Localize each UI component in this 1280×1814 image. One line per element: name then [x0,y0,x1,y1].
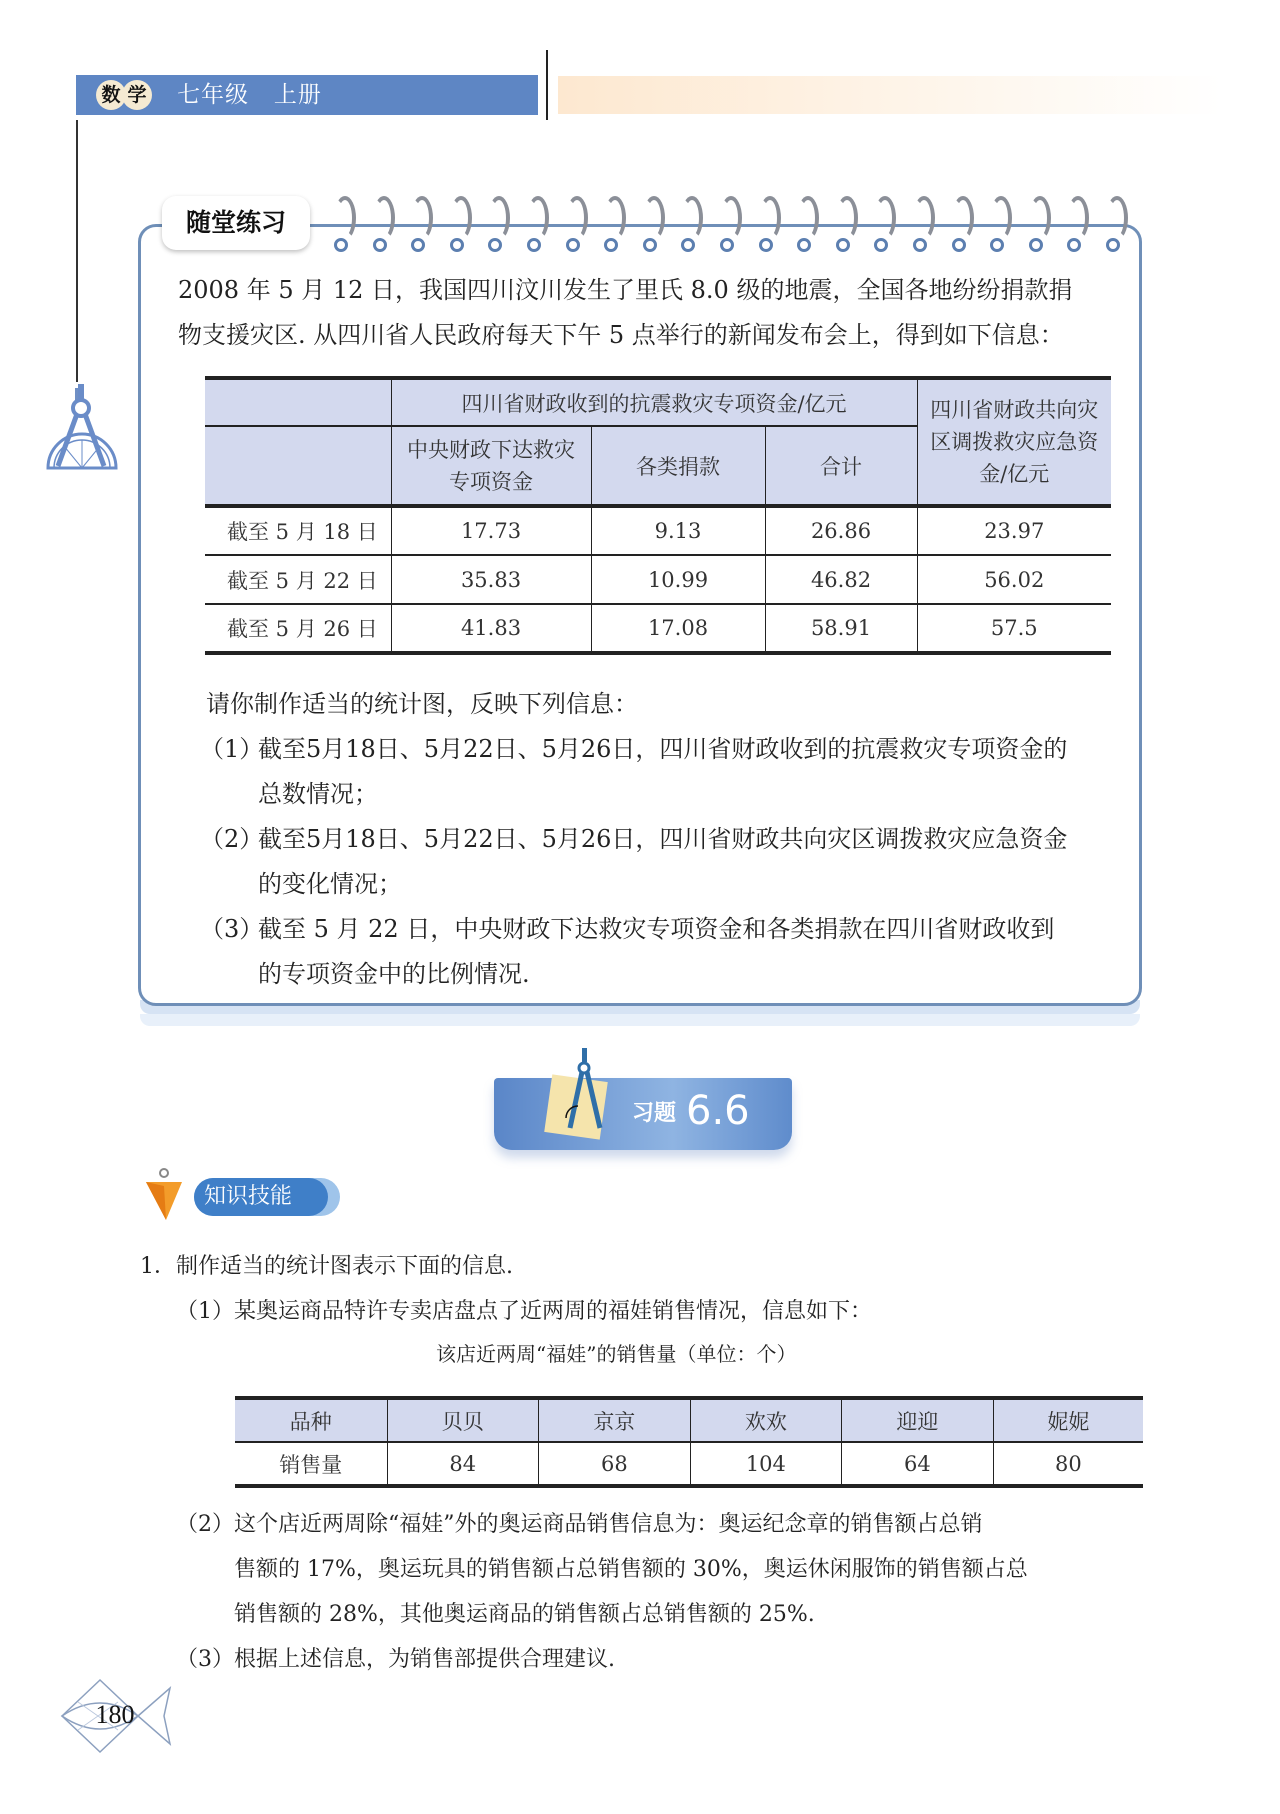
table-caption: 该店近两周“福娃”的销售量（单位：个） [436,1342,797,1366]
grade-label: 七年级 上册 [177,82,322,108]
cell-total: 46.82 [765,555,917,604]
total-header: 合计 [765,426,917,506]
subject-logo [96,80,148,110]
question-part-2: （2）这个店近两周除“福娃”外的奥运商品销售信息为：奥运纪念章的销售额占总销 [176,1512,983,1537]
cell-sales: 68 [539,1442,691,1486]
item-line: 总数情况； [258,780,378,808]
compass-protractor-icon [44,380,122,476]
cell-total: 26.86 [765,506,917,555]
header-line: 金/亿元 [979,462,1050,486]
subject-char: 数 [96,80,126,110]
header-variety: 品种 [235,1398,387,1442]
allocated-header [917,378,1111,506]
exercise-label: 习题 [632,1101,677,1126]
spiral-ring-icon [1025,194,1053,256]
cell-donations: 10.99 [591,555,765,604]
question-part-3: （3）根据上述信息，为销售部提供合理建议. [176,1647,615,1672]
spiral-ring-icon [1063,194,1091,256]
question-part-2: 售额的 17%，奥运玩具的销售额占总销售额的 30%，奥运休闲服饰的销售额占总 [234,1557,1028,1582]
cell-allocated: 56.02 [917,555,1111,604]
spiral-ring-icon [562,194,590,256]
row-label: 截至 5 月 18 日 [205,506,391,555]
cell-sales: 84 [387,1442,539,1486]
spiral-ring-icon [716,194,744,256]
margin-rule [76,120,78,382]
notebook-spiral [330,194,1130,256]
spiral-ring-icon [870,194,898,256]
cell-central: 17.73 [391,506,591,555]
spiral-ring-icon [832,194,860,256]
cell-donations: 17.08 [591,604,765,653]
spiral-ring-icon [1102,194,1130,256]
intro-line: 2008 年 5 月 12 日，我国四川汶川发生了里氏 8.0 级的地震，全国各地纷纷捐款捐 [178,276,1073,304]
spiral-ring-icon [639,194,667,256]
item-number: （3） [200,915,264,943]
exercise-number: 6.6 [686,1088,750,1134]
header-line: 专项资金 [449,469,533,494]
practice-tab-label: 随堂练习 [162,196,310,250]
card-shadow [140,1014,1140,1026]
header-divider [546,50,548,120]
spiral-ring-icon [600,194,628,256]
cell-donations: 9.13 [591,506,765,555]
header-line: 四川省财政共向灾 [930,398,1099,422]
cell-central: 41.83 [391,604,591,653]
spiral-ring-icon [369,194,397,256]
spiral-ring-icon [446,194,474,256]
prompt-text: 请你制作适当的统计图，反映下列信息： [206,690,638,718]
spiral-ring-icon [909,194,937,256]
cell-central: 35.83 [391,555,591,604]
header-item: 欢欢 [690,1398,842,1442]
cell-allocated: 57.5 [917,604,1111,653]
drawing-compass-icon [560,1048,608,1138]
header-item: 京京 [539,1398,691,1442]
row-label: 截至 5 月 26 日 [205,604,391,653]
question-part-1: （1）某奥运商品特许专卖店盘点了近两周的福娃销售情况，信息如下： [176,1299,872,1324]
item-line: 截至 5 月 22 日，中央财政下达救灾专项资金和各类捐款在四川省财政收到 [258,915,1055,943]
cell-total: 58.91 [765,604,917,653]
question-part-2: 销售额的 28%，其他奥运商品的销售额占总销售额的 25%. [234,1602,815,1627]
header-decor-band [558,76,1222,114]
donations-header: 各类捐款 [591,426,765,506]
knowledge-skills-label: 知识技能 [194,1178,328,1216]
header-line: 中央财政下达救灾 [407,437,575,462]
label-sales: 销售量 [235,1442,387,1486]
subject-char: 学 [122,80,152,110]
spiral-ring-icon [330,194,358,256]
item-line: 的变化情况； [258,870,402,898]
question-title: 1．制作适当的统计图表示下面的信息. [140,1254,513,1279]
pendulum-icon [144,1168,184,1222]
spiral-ring-icon [523,194,551,256]
relief-funds-table [205,376,1111,655]
empty-header-cell [205,426,391,506]
item-line: 的专项资金中的比例情况. [258,960,530,988]
spiral-ring-icon [677,194,705,256]
header-item: 迎迎 [842,1398,994,1442]
spiral-ring-icon [755,194,783,256]
item-line: 截至5月18日、5月22日、5月26日，四川省财政共向灾区调拨救灾应急资金 [258,825,1068,853]
item-number: （1） [200,735,264,763]
cell-allocated: 23.97 [917,506,1111,555]
group-header: 四川省财政收到的抗震救灾专项资金/亿元 [391,378,917,426]
header-line: 区调拨救灾应急资 [930,430,1099,454]
item-number: （2） [200,825,264,853]
cell-sales: 104 [690,1442,842,1486]
central-funds-header [391,426,591,506]
cell-sales: 64 [842,1442,994,1486]
spiral-ring-icon [407,194,435,256]
spiral-ring-icon [986,194,1014,256]
spiral-ring-icon [793,194,821,256]
intro-line: 物支援灾区. 从四川省人民政府每天下午 5 点举行的新闻发布会上，得到如下信息： [178,321,1064,349]
spiral-ring-icon [484,194,512,256]
empty-header-cell [205,378,391,426]
header-item: 贝贝 [387,1398,539,1442]
fuwa-sales-table [235,1396,1143,1488]
item-line: 截至5月18日、5月22日、5月26日，四川省财政收到的抗震救灾专项资金的 [258,735,1068,763]
row-label: 截至 5 月 22 日 [205,555,391,604]
spiral-ring-icon [948,194,976,256]
header-item: 妮妮 [993,1398,1143,1442]
cell-sales: 80 [993,1442,1143,1486]
page-number: 180 [95,1700,135,1729]
